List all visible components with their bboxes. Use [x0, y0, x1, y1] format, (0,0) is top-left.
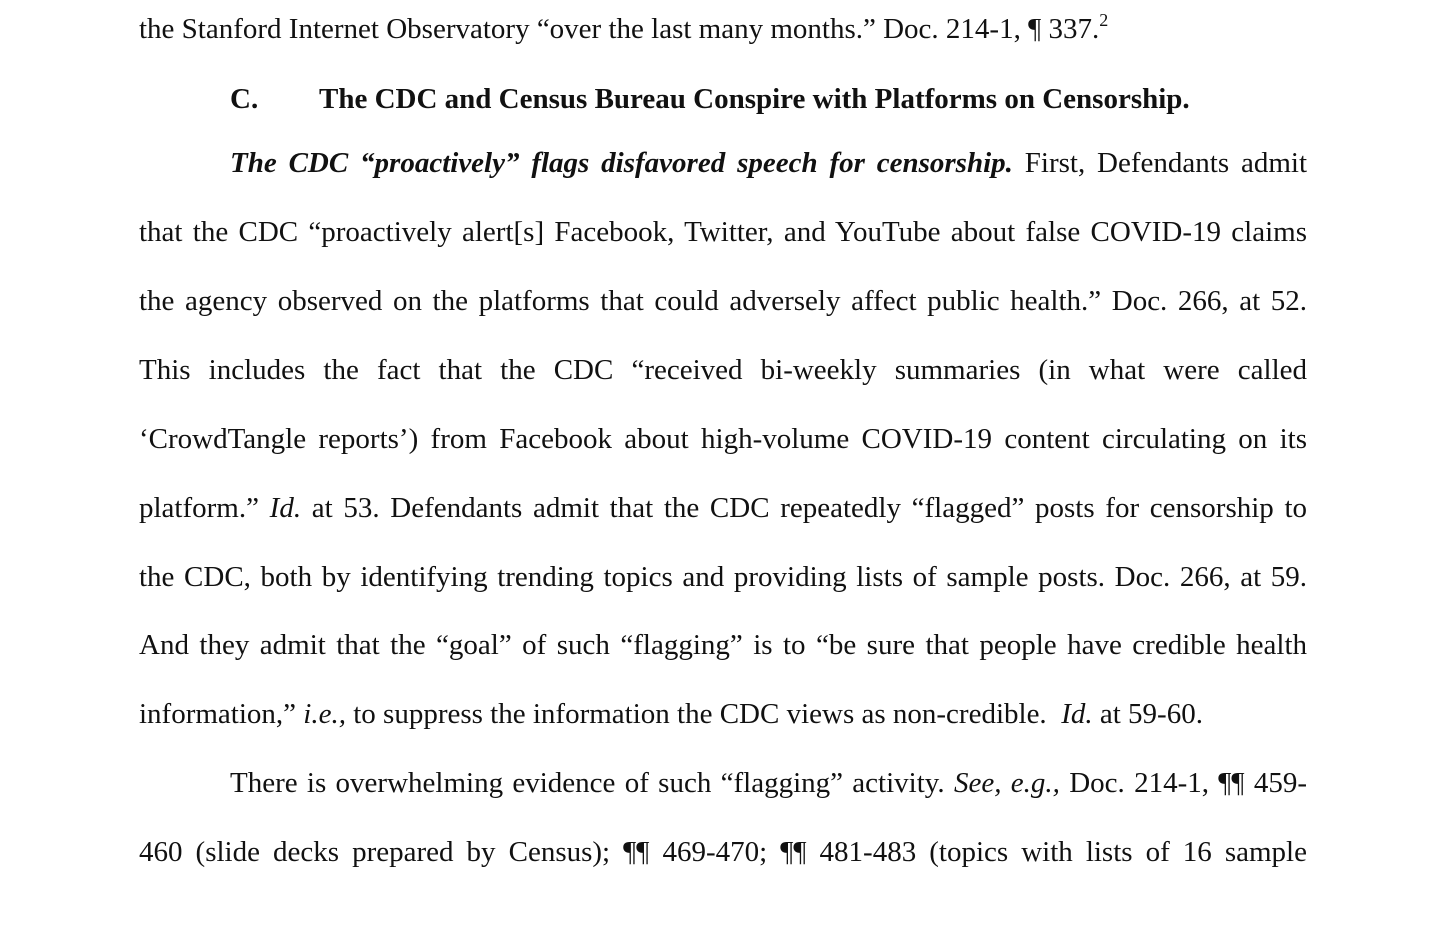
paragraph1-line5: ‘CrowdTangle reports’) from Facebook about high-volume COVID-19 content circulating on its	[139, 423, 1307, 455]
section-heading	[139, 81, 1307, 117]
paragraph1-line2: that the CDC “proactively alert[s] Facebook, Twitter, and YouTube about false COVID-19 claims	[139, 216, 1307, 248]
paragraph1-line6-a: platform.”	[139, 492, 259, 524]
paragraph1-line4: This includes the fact that the CDC “received bi-weekly summaries (in what were called	[139, 354, 1307, 386]
paragraph1-lead-in: The CDC “proactively” flags disfavored speech for censorship.	[230, 147, 1013, 179]
paragraph1-line1	[139, 145, 1307, 181]
citation-see: See, e.g.,	[953, 767, 1060, 799]
paragraph1-line6-b: at 53. Defendants admit that the CDC repeatedly “flagged” posts for censorship to	[311, 492, 1308, 524]
paragraph2-line2: 460 (slide decks prepared by Census); ¶¶ 469-470; ¶¶ 481-483 (topics with lists of 16 sample	[139, 836, 1307, 868]
citation-ie: i.e.,	[303, 698, 346, 730]
paragraph1-line3: the agency observed on the platforms that could adversely affect public health.” Doc. 266, at 52.	[139, 285, 1307, 317]
section-heading-title: The CDC and Census Bureau Conspire with Platforms on Censorship.	[319, 83, 1190, 115]
citation-id: Id.	[269, 492, 302, 524]
paragraph2-line1-b: Doc. 214-1, ¶¶ 459-	[1069, 767, 1308, 799]
paragraph1-line6	[139, 490, 1307, 526]
paragraph1-line9-b: to suppress the information the CDC views as non-credible.	[353, 698, 1047, 730]
section-heading-letter: C.	[230, 83, 259, 115]
paragraph2-line1-a: There is overwhelming evidence of such “flagging” activity.	[230, 767, 945, 799]
footnote-marker[interactable]: 2	[1099, 10, 1109, 30]
paragraph1-line8: And they admit that the “goal” of such “flagging” is to “be sure that people have credible health	[139, 629, 1307, 661]
top-line	[139, 11, 1307, 47]
citation-id: Id.	[1061, 698, 1093, 730]
paragraph1-line9-c: at 59-60.	[1099, 698, 1203, 730]
paragraph1-line1-rest: First, Defendants admit	[1024, 147, 1308, 179]
paragraph1-line9	[139, 696, 1307, 732]
paragraph2-line1	[139, 765, 1307, 801]
paragraph1-line7: the CDC, both by identifying trending topics and providing lists of sample posts. Doc. 266, at 59.	[139, 561, 1307, 593]
paragraph1-line9-a: information,”	[139, 698, 297, 730]
top-line-text: the Stanford Internet Observatory “over the last many months.” Doc. 214-1, ¶ 337.	[139, 13, 1100, 45]
